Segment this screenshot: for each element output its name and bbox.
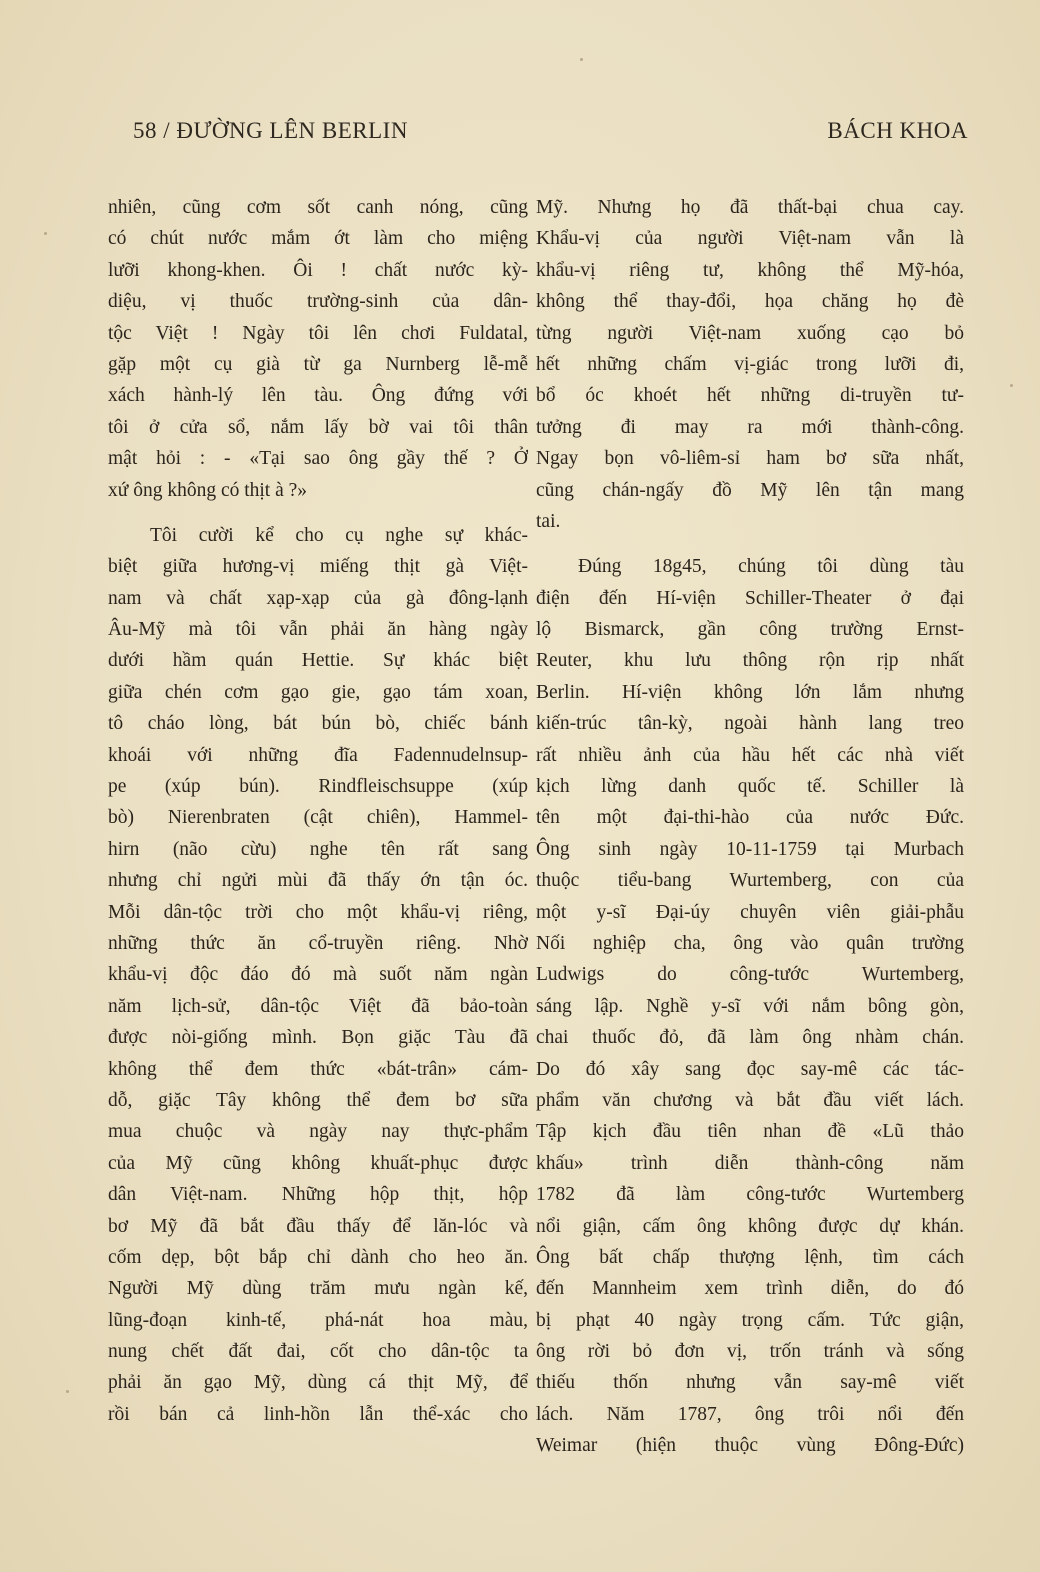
text-line: nhưng chỉ ngửi mùi đã thấy ớn tận óc.	[108, 870, 528, 892]
text-line: thiếu thốn nhưng vẫn say-mê viết	[536, 1372, 964, 1394]
text-line: Mỹ. Nhưng họ đã thất-bại chua cay.	[536, 197, 964, 218]
text-line: gặp một cụ già từ ga Nurnberg lễ-mễ	[108, 353, 528, 375]
text-line: dân Việt-nam. Những hộp thịt, hộp	[108, 1184, 528, 1206]
text-line: khẩu-vị độc đáo đó mà suốt năm ngàn	[108, 964, 528, 986]
text-line: Ông bất chấp thượng lệnh, tìm cách	[536, 1246, 964, 1268]
text-line: lách. Năm 1787, ông trôi nổi đến	[536, 1403, 964, 1425]
text-line: không thể đem thức «bát-trân» cám-	[108, 1058, 528, 1080]
text-line: Âu-Mỹ mà tôi vẫn phải ăn hàng ngày	[108, 619, 528, 641]
text-line: Nối nghiệp cha, ông vào quân trường	[536, 932, 964, 954]
magazine-name: BÁCH KHOA	[827, 118, 968, 143]
text-line: sáng lập. Nghề y-sĩ với nắm bông gòn,	[536, 995, 964, 1017]
text-line: tôi ở cửa sổ, nắm lấy bờ vai tôi thân	[108, 416, 528, 438]
text-line: lộ Bismarck, gần công trường Ernst-	[536, 619, 964, 641]
text-line: năm lịch-sử, dân-tộc Việt đã bảo-toàn	[108, 995, 528, 1017]
text-line: tộc Việt ! Ngày tôi lên chơi Fuldatal,	[108, 322, 528, 344]
text-line: Đúng 18g45, chúng tôi dùng tàu	[578, 556, 964, 578]
text-line: cũng chán-ngấy đồ Mỹ lên tận mang	[536, 479, 964, 501]
text-line: nổi giận, cấm ông không được dự khán.	[536, 1215, 964, 1237]
text-line: lũng-đoạn kinh-tế, phá-nát hoa màu,	[108, 1309, 528, 1331]
right-column	[536, 192, 964, 1462]
text-line: bị phạt 40 ngày trọng cấm. Tức giận,	[536, 1309, 964, 1331]
paper-speck	[44, 232, 47, 235]
text-line: Ludwigs do công-tước Wurtemberg,	[536, 964, 964, 986]
paragraph-gap	[108, 506, 528, 520]
text-line: biệt giữa hương-vị miếng thịt gà Việt-	[108, 556, 528, 578]
text-line: điện đến Hí-viện Schiller-Theater ở đại	[536, 587, 964, 609]
text-line: tưởng đi may ra mới thành-công.	[536, 416, 964, 438]
text-line: nhiên, cũng cơm sốt canh nóng, cũng	[108, 197, 528, 218]
text-line: Khẩu-vị của người Việt-nam vẫn là	[536, 228, 964, 250]
text-line: cốm dẹp, bột bắp chỉ dành cho heo ăn.	[108, 1246, 528, 1268]
paper-speck	[66, 1390, 69, 1393]
text-line: Reuter, khu lưu thông rộn rịp nhất	[536, 650, 964, 672]
text-line: kịch lừng danh quốc tế. Schiller là	[536, 776, 964, 798]
text-line: khoái với những đĩa Fadennudelnsup-	[108, 744, 528, 766]
text-line: phẩm văn chương và bắt đầu viết lách.	[536, 1089, 964, 1111]
text-line: dưới hầm quán Hettie. Sự khác biệt	[108, 650, 528, 672]
text-line: 1782 đã làm công-tước Wurtemberg	[536, 1184, 964, 1206]
text-line: hết những chấm vị-giác trong lưỡi đi,	[536, 353, 964, 375]
text-line: thuộc tiểu-bang Wurtemberg, con của	[536, 870, 964, 892]
text-line: hirn (não cừu) nghe tên rất sang	[108, 838, 528, 860]
text-line: rất nhiều ảnh của hầu hết các nhà viết	[536, 744, 964, 766]
text-line: dỗ, giặc Tây không thể đem bơ sữa	[108, 1089, 528, 1111]
text-line: lưỡi khong-khen. Ôi ! chất nước kỳ-	[108, 259, 528, 281]
text-line: giữa chén cơm gạo gie, gạo tám xoan,	[108, 681, 528, 703]
text-line: những thức ăn cổ-truyền riêng. Nhờ	[108, 932, 528, 954]
text-line: Ông sinh ngày 10-11-1759 tại Murbach	[536, 838, 964, 860]
running-header	[133, 118, 968, 154]
text-line: Do đó xây sang đọc say-mê các tác-	[536, 1058, 964, 1080]
text-line: mật hỏi : - «Tại sao ông gầy thế ? Ở	[108, 448, 528, 470]
text-line: tô cháo lòng, bát bún bò, chiếc bánh	[108, 713, 528, 735]
page-number-and-title: 58 / ĐƯỜNG LÊN BERLIN	[133, 118, 408, 143]
text-line: xứ ông không có thịt à ?»	[108, 479, 308, 501]
text-line: được nòi-giống mình. Bọn giặc Tàu đã	[108, 1027, 528, 1049]
text-line: mua chuộc và ngày nay thực-phẩm	[108, 1121, 528, 1143]
text-line: phải ăn gạo Mỹ, dùng cá thịt Mỹ, để	[108, 1372, 528, 1394]
text-line: Berlin. Hí-viện không lớn lắm nhưng	[536, 681, 964, 703]
text-line: từng người Việt-nam xuống cạo bỏ	[536, 322, 964, 344]
text-line: không thể thay-đổi, họa chăng họ đè	[536, 291, 964, 313]
text-line: Tôi cười kể cho cụ nghe sự khác-	[150, 524, 528, 546]
text-line: bơ Mỹ đã bắt đầu thấy để lăn-lóc và	[108, 1215, 528, 1237]
text-line: bò) Nierenbraten (cật chiên), Hammel-	[108, 807, 528, 829]
text-line: nam và chất xạp-xạp của gà đông-lạnh	[108, 587, 528, 609]
text-line: bổ óc khoét hết những di-truyền tư-	[536, 385, 964, 407]
text-line: kiến-trúc tân-kỳ, ngoài hành lang treo	[536, 713, 964, 735]
text-line: có chút nước mắm ớt làm cho miệng	[108, 228, 528, 250]
text-line: Weimar (hiện thuộc vùng Đông-Đức)	[536, 1435, 964, 1457]
paper-speck	[580, 58, 583, 61]
text-line: đến Mannheim xem trình diễn, do đó	[536, 1278, 964, 1300]
text-line: tên một đại-thi-hào của nước Đức.	[536, 807, 964, 829]
text-line: chai thuốc đỏ, đã làm ông nhàm chán.	[536, 1027, 964, 1049]
text-line: diệu, vị thuốc trường-sinh của dân-	[108, 291, 528, 313]
left-column	[108, 192, 528, 1430]
text-line: của Mỹ cũng không khuất-phục được	[108, 1152, 528, 1174]
paper-speck	[1010, 384, 1013, 387]
paragraph-gap	[536, 537, 964, 551]
text-line: Mỗi dân-tộc trời cho một khẩu-vị riêng,	[108, 901, 528, 923]
text-line: nung chết đất đai, cốt cho dân-tộc ta	[108, 1341, 528, 1363]
text-line: ông rời bỏ đơn vị, trốn tránh và sống	[536, 1341, 964, 1363]
text-line: một y-sĩ Đại-úy chuyên viên giải-phẫu	[536, 901, 964, 923]
text-line: pe (xúp bún). Rindfleischsuppe (xúp	[108, 776, 528, 798]
text-line: tai.	[536, 510, 561, 532]
text-line: rồi bán cả linh-hồn lẫn thể-xác cho	[108, 1403, 528, 1425]
text-line: khấu» trình diễn thành-công năm	[536, 1152, 964, 1174]
text-line: xách hành-lý lên tàu. Ông đứng với	[108, 385, 528, 407]
text-line: Ngay bọn vô-liêm-sỉ ham bơ sữa nhất,	[536, 448, 964, 470]
text-line: Người Mỹ dùng trăm mưu ngàn kế,	[108, 1278, 528, 1300]
text-line: Tập kịch đầu tiên nhan đề «Lũ thảo	[536, 1121, 964, 1143]
text-line: khẩu-vị riêng tư, không thể Mỹ-hóa,	[536, 259, 964, 281]
